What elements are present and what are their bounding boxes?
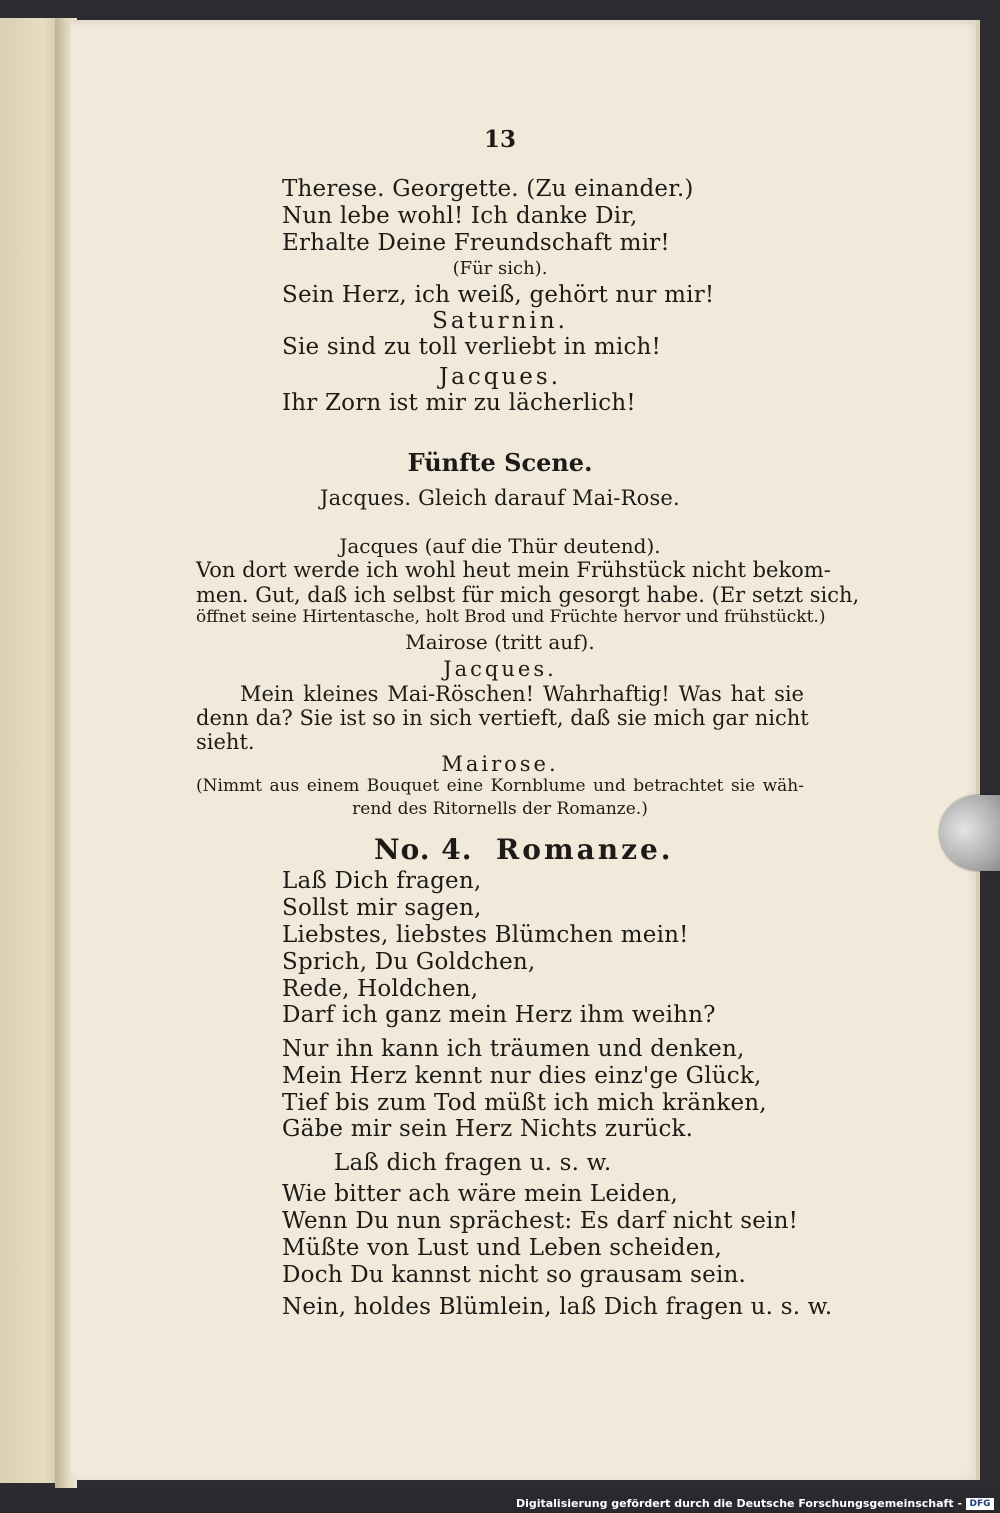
song-refrain-2: Nein, holdes Blümlein, laß Dich fragen u. s. w. [282,1294,833,1320]
prose-line-6: sieht. [196,730,255,754]
speaker-saturnin: Saturnin. [432,308,568,334]
prose-line-1: Von dort werde ich wohl heut mein Frühstück nicht bekom- [196,558,831,582]
song-line-3: Liebstes, liebstes Blümchen mein! [282,922,689,948]
prose-line-4: Mein kleines Mai-Röschen! Wahrhaftig! Was hat sie [240,682,804,706]
speaker-jacques-2: Jacques. [443,657,557,681]
romanze-title: Romanze. [496,833,674,866]
song-line-1: Laß Dich fragen, [282,868,482,894]
prose-line-2: men. Gut, daß ich selbst für mich gesorgt habe. (Er setzt sich, [196,583,860,607]
song-line-9: Tief bis zum Tod müßt ich mich kränken, [282,1090,767,1116]
song-line-4: Sprich, Du Goldchen, [282,949,536,975]
song-line-10: Gäbe mir sein Herz Nichts zurück. [282,1116,694,1142]
song-line-2: Sollst mir sagen, [282,895,482,921]
digitization-footer [0,1495,1000,1513]
prose-line-5: denn da? Sie ist so in sich vertieft, daß sie mich gar nicht [196,706,809,730]
dfg-logo: DFG [966,1498,994,1510]
verse-line-6: Ihr Zorn ist mir zu lächerlich! [282,390,636,416]
speaker-jacques: Jacques. [438,364,562,390]
song-line-5: Rede, Holdchen, [282,976,479,1002]
footer-text: Digitalisierung gefördert durch die Deutsche Forschungsgemeinschaft - [515,1497,962,1510]
page-number: 13 [483,126,516,153]
song-line-7: Nur ihn kann ich träumen und denken, [282,1036,745,1062]
verse-line-4: Sein Herz, ich weiß, gehört nur mir! [282,282,715,308]
stage-direction-line-1: (Nimmt aus einem Bouquet eine Kornblume und betrachtet sie wäh- [196,776,804,796]
verse-line-5: Sie sind zu toll verliebt in mich! [282,334,661,360]
prose-line-3: öffnet seine Hirtentasche, holt Brod und Früchte hervor und frühstückt.) [196,607,826,627]
scene-title: Fünfte Scene. [407,448,593,477]
stage-direction-line-2: rend des Ritornells der Romanze.) [352,799,648,819]
number-label: No. 4. [374,833,473,866]
stage-direction: (Für sich). [452,258,548,279]
song-line-14: Doch Du kannst nicht so grausam sein. [282,1262,747,1288]
song-line-12: Wenn Du nun sprächest: Es darf nicht sein! [282,1208,799,1234]
verse-line-3: Erhalte Deine Freundschaft mir! [282,230,670,256]
speaker-mairose-enters: Mairose (tritt auf). [405,630,595,654]
song-line-6: Darf ich ganz mein Herz ihm weihn? [282,1002,716,1028]
song-line-8: Mein Herz kennt nur dies einz'ge Glück, [282,1063,762,1089]
song-line-11: Wie bitter ach wäre mein Leiden, [282,1181,679,1207]
show-through-text [750,175,960,1325]
page-fore-edge [976,20,980,1480]
scene-cast: Jacques. Gleich darauf Mai-Rose. [320,486,680,510]
verse-line-2: Nun lebe wohl! Ich danke Dir, [282,203,638,229]
speaker-mairose: Mairose. [441,752,559,776]
verse-line-1: Therese. Georgette. (Zu einander.) [282,176,694,202]
song-line-13: Müßte von Lust und Leben scheiden, [282,1235,723,1261]
song-refrain-1: Laß dich fragen u. s. w. [334,1150,612,1176]
speaker-jacques-direction: Jacques (auf die Thür deutend). [339,534,661,558]
facing-page-edge [0,18,63,1483]
